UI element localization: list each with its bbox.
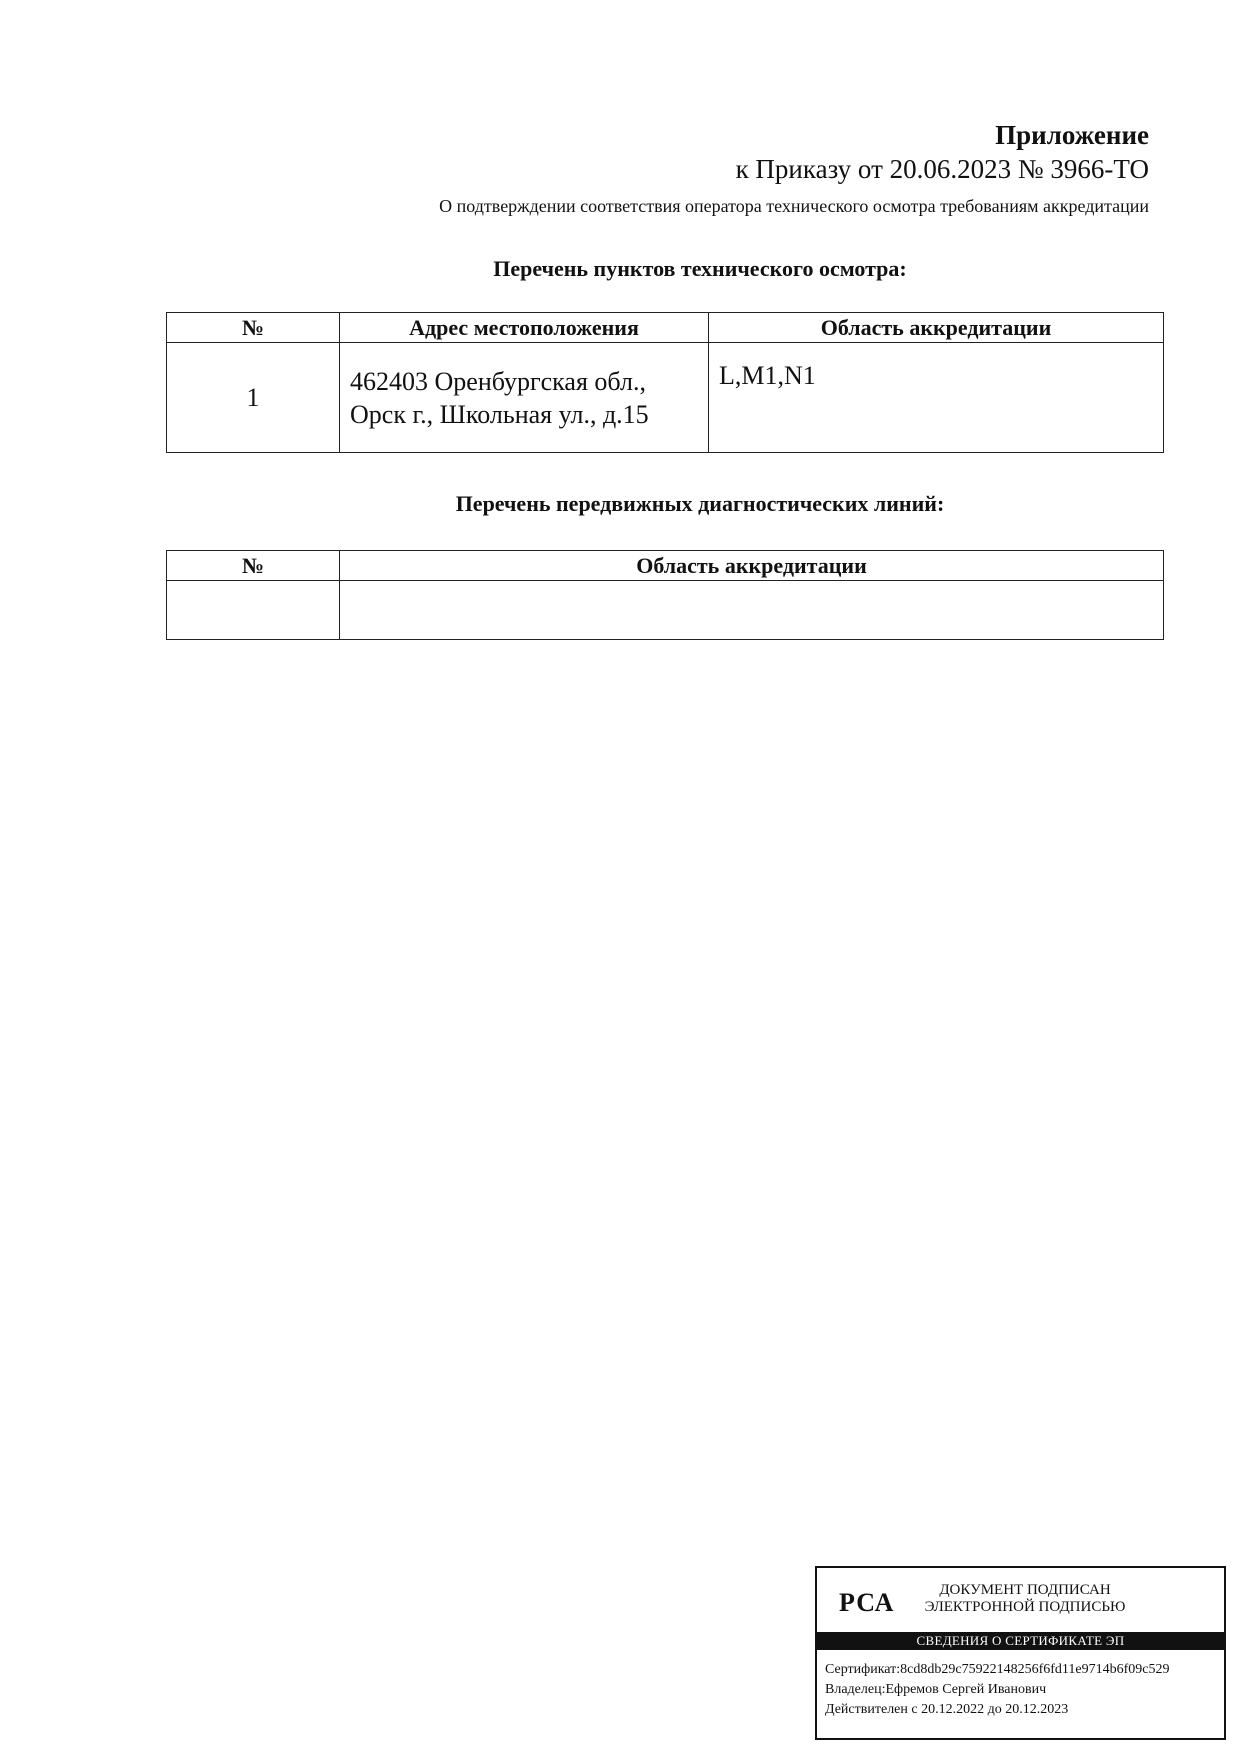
row-address xyxy=(340,343,709,453)
certificate-details xyxy=(825,1660,1169,1720)
row-accreditation-area xyxy=(340,581,1164,640)
row-number xyxy=(167,581,340,640)
signed-line-1: ДОКУМЕНТ ПОДПИСАН xyxy=(939,1582,1111,1598)
certificate-owner: Владелец:Ефремов Сергей Иванович xyxy=(825,1682,1047,1697)
column-header-number: № xyxy=(167,313,340,343)
table-header-row xyxy=(167,313,1164,343)
signed-line-2: ЭЛЕКТРОННОЙ ПОДПИСЬЮ xyxy=(924,1599,1126,1615)
inspection-points-table xyxy=(166,312,1164,453)
column-header-number: № xyxy=(167,551,340,581)
mobile-lines-table xyxy=(166,550,1164,640)
row-accreditation-area: L,M1,N1 xyxy=(709,343,1164,453)
appendix-title: Приложение xyxy=(995,120,1149,150)
column-header-area: Область аккредитации xyxy=(709,313,1164,343)
inspection-points-title: Перечень пунктов технического осмотра: xyxy=(493,256,907,281)
address-line-1: 462403 Оренбургская обл., xyxy=(350,366,646,396)
rsa-logo: РСА xyxy=(839,1588,895,1617)
address-line-2: Орск г., Школьная ул., д.15 xyxy=(350,399,649,429)
signed-notice xyxy=(915,1582,1135,1616)
electronic-signature-stamp xyxy=(815,1566,1226,1740)
mobile-lines-title: Перечень передвижных диагностических линий: xyxy=(455,491,945,516)
document-header xyxy=(439,118,1149,218)
column-header-area: Область аккредитации xyxy=(340,551,1164,581)
certificate-info-bar: СВЕДЕНИЯ О СЕРТИФИКАТЕ ЭП xyxy=(817,1632,1224,1650)
column-header-address: Адрес местоположения xyxy=(340,313,709,343)
certificate-validity: Действителен с 20.12.2022 до 20.12.2023 xyxy=(825,1702,1069,1717)
certificate-id: Сертификат:8cd8db29c75922148256f6fd11e9714b6f09c529 xyxy=(825,1662,1170,1677)
row-number: 1 xyxy=(167,343,340,453)
order-reference: к Приказу от 20.06.2023 № 3966-ТО xyxy=(735,154,1149,184)
table-row xyxy=(167,343,1164,453)
table-row xyxy=(167,581,1164,640)
table-header-row xyxy=(167,551,1164,581)
order-description: О подтверждении соответствия оператора технического осмотра требованиям аккредитации xyxy=(439,196,1149,216)
